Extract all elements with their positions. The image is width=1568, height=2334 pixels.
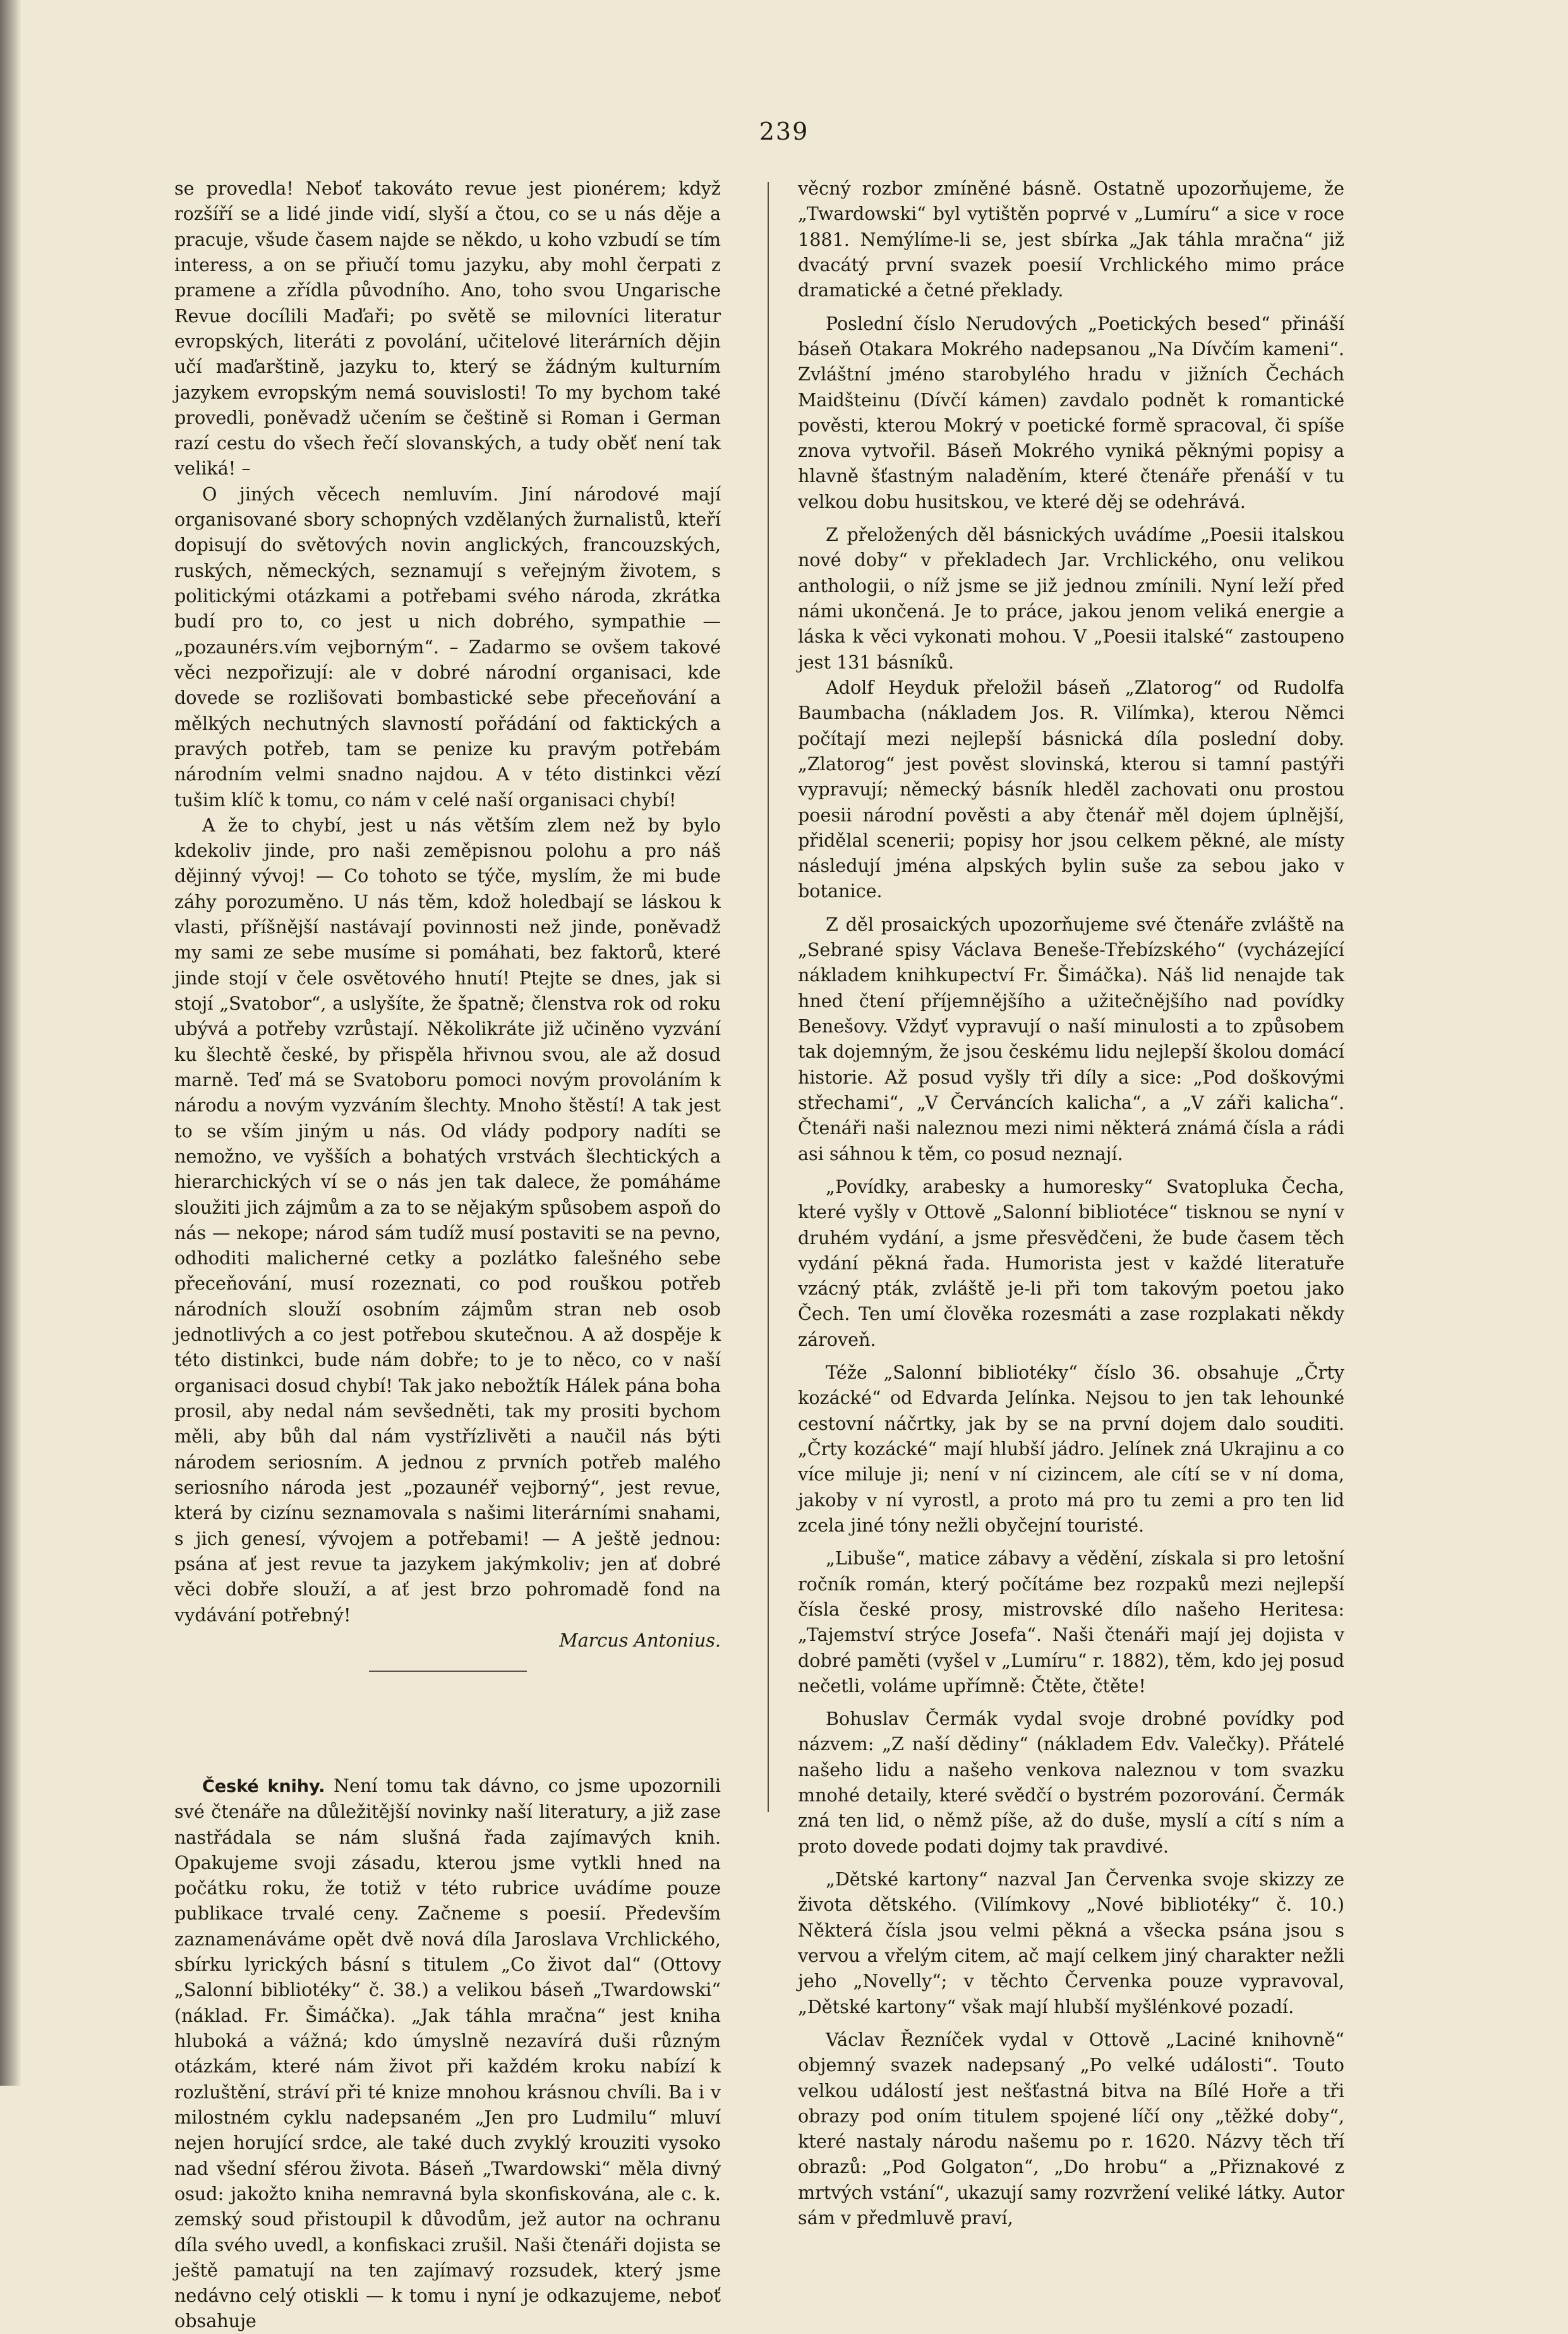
right-paragraph-6: „Povídky, arabesky a humoresky“ Svatopluka Čecha, které vyšly v Ottově „Salonní bibliotéce“ tisknou se nyní v druhém vydání, a jsme přesvědčeni, že bude časem těch vydání pěkná řada. Humorista jest v každé literatuře vzácný pták, zvláště je-li při tom takovým poetou jako Čech. Ten umí člověka rozesmáti a zase rozplakati někdy zároveň. xyxy=(798,1175,1344,1350)
left-paragraph-1: se provedla! Neboť takováto revue jest pionérem; když rozšíří se a lidé jinde vidí, slyší a čtou, co se u nás děje a pracuje, všude časem najde se někdo, u koho vzbudí se tím interess, a on se přiučí tomu jazyku, aby mohl čerpati z pramene a zřídla původního. Ano, toho svou Ungarische Revue docílili Maďaři; po světě se milovníci literatur evropských, literáti z povolání, učitelové literárních dějin učí maďarštině, jazyku to, který se žádným kulturním jazykem evropským nemá souvislosti! To my bychom také provedli, poněvadž učením se češtině si Roman i German razí cestu do všech řečí slovanských, a tudy oběť není tak veliká! – xyxy=(174,178,721,480)
right-paragraph-11: Václav Řezníček vydal v Ottově „Laciné knihovně“ objemný svazek nadepsaný „Po velké události“. Touto velkou událostí jest nešťastná bitva na Bílé Hoře a tři obrazy pod oním titulem spojené líčí ony „těžké doby“, které nastaly národu našemu po r. 1620. Názvy těch tří obrazů: „Pod Golgaton“, „Do hrobu“ a „Přiznakové z mrtvých vstání“, ukazují samy rozvržení veliké látky. Autor sám v předmluvě praví, xyxy=(798,2028,1344,2229)
page-edge-shadow xyxy=(0,0,21,2086)
ceske-knihy-paragraph xyxy=(174,1773,721,2334)
right-paragraph-9: Bohuslav Čermák vydal svoje drobné povídky pod názvem: „Z naší dědiny“ (nákladem Edv. Valečky). Přátelé našeho lidu a našeho venkova naleznou v tom svazku mnohé detaily, které svědčí o bystrém pozorování. Čermák zná ten lid, o němž píše, až do duše, myslí a cítí s ním a proto dovede podati dojmy tak pravdivé. xyxy=(798,1708,1344,1857)
right-paragraph-10: „Dětské kartony“ nazval Jan Červenka svoje skizzy ze života dětského. (Vilímkovy „Nové bibliotéky“ č. 10.) Některá čísla jsou velmi pěkná a všecka psána jsou s vervou a vřelým citem, ač mají celkem jiný charakter nežli jeho „Novelly“; v těchto Červenka pouze vypravoval, „Dětské kartony“ však mají hlubší myšlénkové pozadí. xyxy=(798,1868,1344,2017)
right-column xyxy=(798,176,1344,2230)
left-paragraph-3: A že to chybí, jest u nás větším zlem než by bylo kdekoliv jinde, pro naši zeměpisnou polohu a pro náš dějinný vývoj! — Co tohoto se týče, myslím, že mi bude záhy porozuměno. U nás těm, kdož holedbají se láskou k vlasti, příšnější nastávají povinnosti než jinde, poněvadž my sami ze sebe musíme si pomáhati, bez faktorů, které jinde stojí v čele osvětového hnutí! Ptejte se dnes, jak si stojí „Svatobor“, a uslyšíte, že špatně; členstva rok od roku ubývá a potřeby vzrůstají. Několikráte již učiněno vyzvání ku šlechtě české, by přispěla hřivnou svou, ale až dosud marně. Teď má se Svatoboru pomoci novým provoláním k národu a novým vyzváním šlechty. Mnoho štěstí! A tak jest to se vším jiným u nás. Od vlády podpory nadíti se nemožno, ve vyšších a bohatých vrstvách šlechtických a hierarchických ví se o nás jen tak dalece, že pomáháme sloužiti jich zájmům a za to se nějakým spůsobem aspoň do nás — nekope; národ sám tudíž musí postaviti se na pevno, odhoditi malicherné cetky a pozlátko falešného sebe přeceňování, musí rozeznati, co pod rouškou potřeb národních slouží osobním zájmům stran neb osob jednotlivých a co jest potřebou skutečnou. A až dospěje k této distinkci, bude nám dobře; to je to něco, co v naší organisaci dosud chybí! Tak jako nebožtík Hálek pána boha prosil, aby nedal nám sevšedněti, tak my prositi bychom měli, aby bůh dal nám vystřízlivěti a naučil nás býti národem seriosním. A jednou z prvních potřeb malého seriosního národa jest „pozaunéř vejborný“, jest revue, která by cizínu seznamovala s našimi literárními snahami, s jich genesí, vývojem a potřebami! — A ještě jednou: psána ať jest revue ta jazykem jakýmkoliv; jen ať dobré věci dobře slouží, a ať jest brzo pohromadě fond na vydávání potřebný! xyxy=(174,814,721,1626)
section-heading: České knihy. xyxy=(202,1777,325,1797)
right-paragraph-4: Adolf Heyduk přeložil báseň „Zlatorog“ od Rudolfa Baumbacha (nákladem Jos. R. Vilímka), kterou Němci počítají mezi nejlepší básnická díla poslední doby. „Zlatorog“ jest pověst slovinská, kterou si tamní pastýři vypravují; německý básník hleděl zachovati onu prostou poesii národní pověsti a aby čtenář měl dojem úplnější, přidělal scenerii; popisy hor jsou celkem pěkné, ale místy následují jména alpských bylin suše za sebou jako v botanice. xyxy=(798,676,1344,902)
section-divider xyxy=(369,1671,527,1672)
right-paragraph-5: Z děl prosaických upozorňujeme své čtenáře zvláště na „Sebrané spisy Václava Beneše-Třebízského“ (vycházející nákladem knihkupectví Fr. Šimáčka). Náš lid nenajde tak hned čtení příjemnějšího a užitečnějšího nad povídky Benešovy. Vždyť vypravují o naší minulosti a to způsobem tak dojemným, že jsou českému lidu nejlepší školou domácí historie. Až posud vyšly tři díly a sice: „Pod doškovými střechami“, „V Červáncích kalicha“, a „V záři kalicha“. Čtenáři naši naleznou mezi nimi některá známá čísla a rádi asi sáhnou k těm, co posud neznají. xyxy=(798,913,1344,1164)
column-rule xyxy=(768,182,769,1812)
right-paragraph-1: věcný rozbor zmíněné básně. Ostatně upozorňujeme, že „Twardowski“ byl vytištěn poprvé v „Lumíru“ a sice v roce 1881. Nemýlíme-li se, jest sbírka „Jak táhla mračna“ již dvacátý první svazek poesií Vrchlického mimo práce dramatické a četné překlady. xyxy=(798,178,1344,301)
right-paragraph-8: „Libuše“, matice zábavy a vědění, získala si pro letošní ročník román, který počítáme bez rozpaků mezi nejlepší čísla české prosy, mistrovské dílo našeho Heritesa: „Tajemství strýce Josefa“. Naši čtenáři mají jej dojista v dobré paměti (vyšel v „Lumíru“ r. 1882), těm, kdo jej posud nečetli, voláme upřímně: Čtěte, čtěte! xyxy=(798,1547,1344,1696)
page-number: 239 xyxy=(759,118,809,145)
right-paragraph-7: Téže „Salonní bibliotéky“ číslo 36. obsahuje „Črty kozácké“ od Edvarda Jelínka. Nejsou to jen tak lehounké cestovní náčrtky, jak by se na první dojem dalo souditi. „Črty kozácké“ mají hlubší jádro. Jelínek zná Ukrajinu a co více miluje ji; není v ní cizincem, ale cítí se v ní doma, jakoby v ní vyrostl, a proto má pro tu zemi a pro ten lid zcela jiné tóny nežli obyčejní touristé. xyxy=(798,1362,1344,1536)
right-paragraph-3: Z přeložených děl básnických uvádíme „Poesii italskou nové doby“ v překladech Jar. Vrchlického, onu velikou anthologii, o níž jsme se již jednou zmínili. Nyní leží před námi ukončená. Je to práce, jakou jenom veliká energie a láska k věci vykonati mohou. V „Poesii italské“ zastoupeno jest 131 básníků. xyxy=(798,524,1344,673)
right-paragraph-2: Poslední číslo Nerudových „Poetických besed“ přináší báseň Otakara Mokrého nadepsanou „Na Dívčím kameni“. Zvláštní jméno starobylého hradu v jižních Čechách Maidšteinu (Dívčí kámen) zavdalo podnět k romantické pověsti, kterou Mokrý v poetické formě spracoval, či spíše znova vytvořil. Báseň Mokrého vyniká pěknými popisy a hlavně šťastným naladěním, které čtenáře přenáší v tu velkou dobu husitskou, ve které děj se odehrává. xyxy=(798,312,1344,512)
left-paragraph-2: O jiných věcech nemluvím. Jiní národové mají organisované sbory schopných vzdělaných žurnalistů, kteří dopisují do světových novin anglických, francouzských, ruských, německých, seznamují s veřejným životem, s politickými otázkami a potřebami svého národa, zkrátka budí pro to, co jest u nich dobrého, sympathie — „pozaunérs.vím vejborným“. – Zadarmo se ovšem takové věci nezpořizují: ale v dobré národní organisaci, kde dovede se rozlišovati bombastické sebe přeceňování a mělkých nechutných slavností pořádání od faktických a pravých potřeb, tam se penize ku pravým potřebám národním velmi snadno najdou. A v této distinkci vězí tušim klíč k tomu, co nám v celé naší organisaci chybí! xyxy=(174,483,721,811)
section-body: Není tomu tak dávno, co jsme upozornili své čtenáře na důležitější novinky naší literatury, a již zase nastřádala se nám slušná řada zajímavých knih. Opakujeme svoji zásadu, kterou jsme vytkli hned na počátku roku, že totiž v této rubrice uvádíme pouze publikace trvalé ceny. Začneme s poesií. Především zaznamenáváme opět dvě nová díla Jaroslava Vrchlického, sbírku lyrických básní s titulem „Co život dal“ (Ottovy „Salonní bibliotéky“ č. 38.) a velikou báseň „Twardowski“ (náklad. Fr. Šimáčka). „Jak táhla mračna“ jest kniha hluboká a vážná; kdo úmyslně nezavírá duši různým otázkám, které nám život při každém kroku nabízí k rozluštění, stráví při té knize mnohou krásnou chvíli. Ba i v milostném cyklu nadepsaném „Jen pro Ludmilu“ mluví nejen horující srdce, ale také duch zvyklý krouziti vysoko nad všední sférou života. Báseň „Twardowski“ měla divný osud: jakožto kniha nemravná byla skonfiskována, ale c. k. zemský soud přistoupil k důvodům, jež autor na ochranu díla svého uvedl, a konfiskaci zrušil. Naši čtenáři dojista se ještě pamatují na ten zajímavý rozsudek, který jsme nedávno celý otiskli — k tomu i nyní je odkazujeme, neboť obsahuje xyxy=(174,1775,721,2332)
left-column xyxy=(174,176,721,2334)
article-signature: Marcus Antonius. xyxy=(559,1629,721,1651)
